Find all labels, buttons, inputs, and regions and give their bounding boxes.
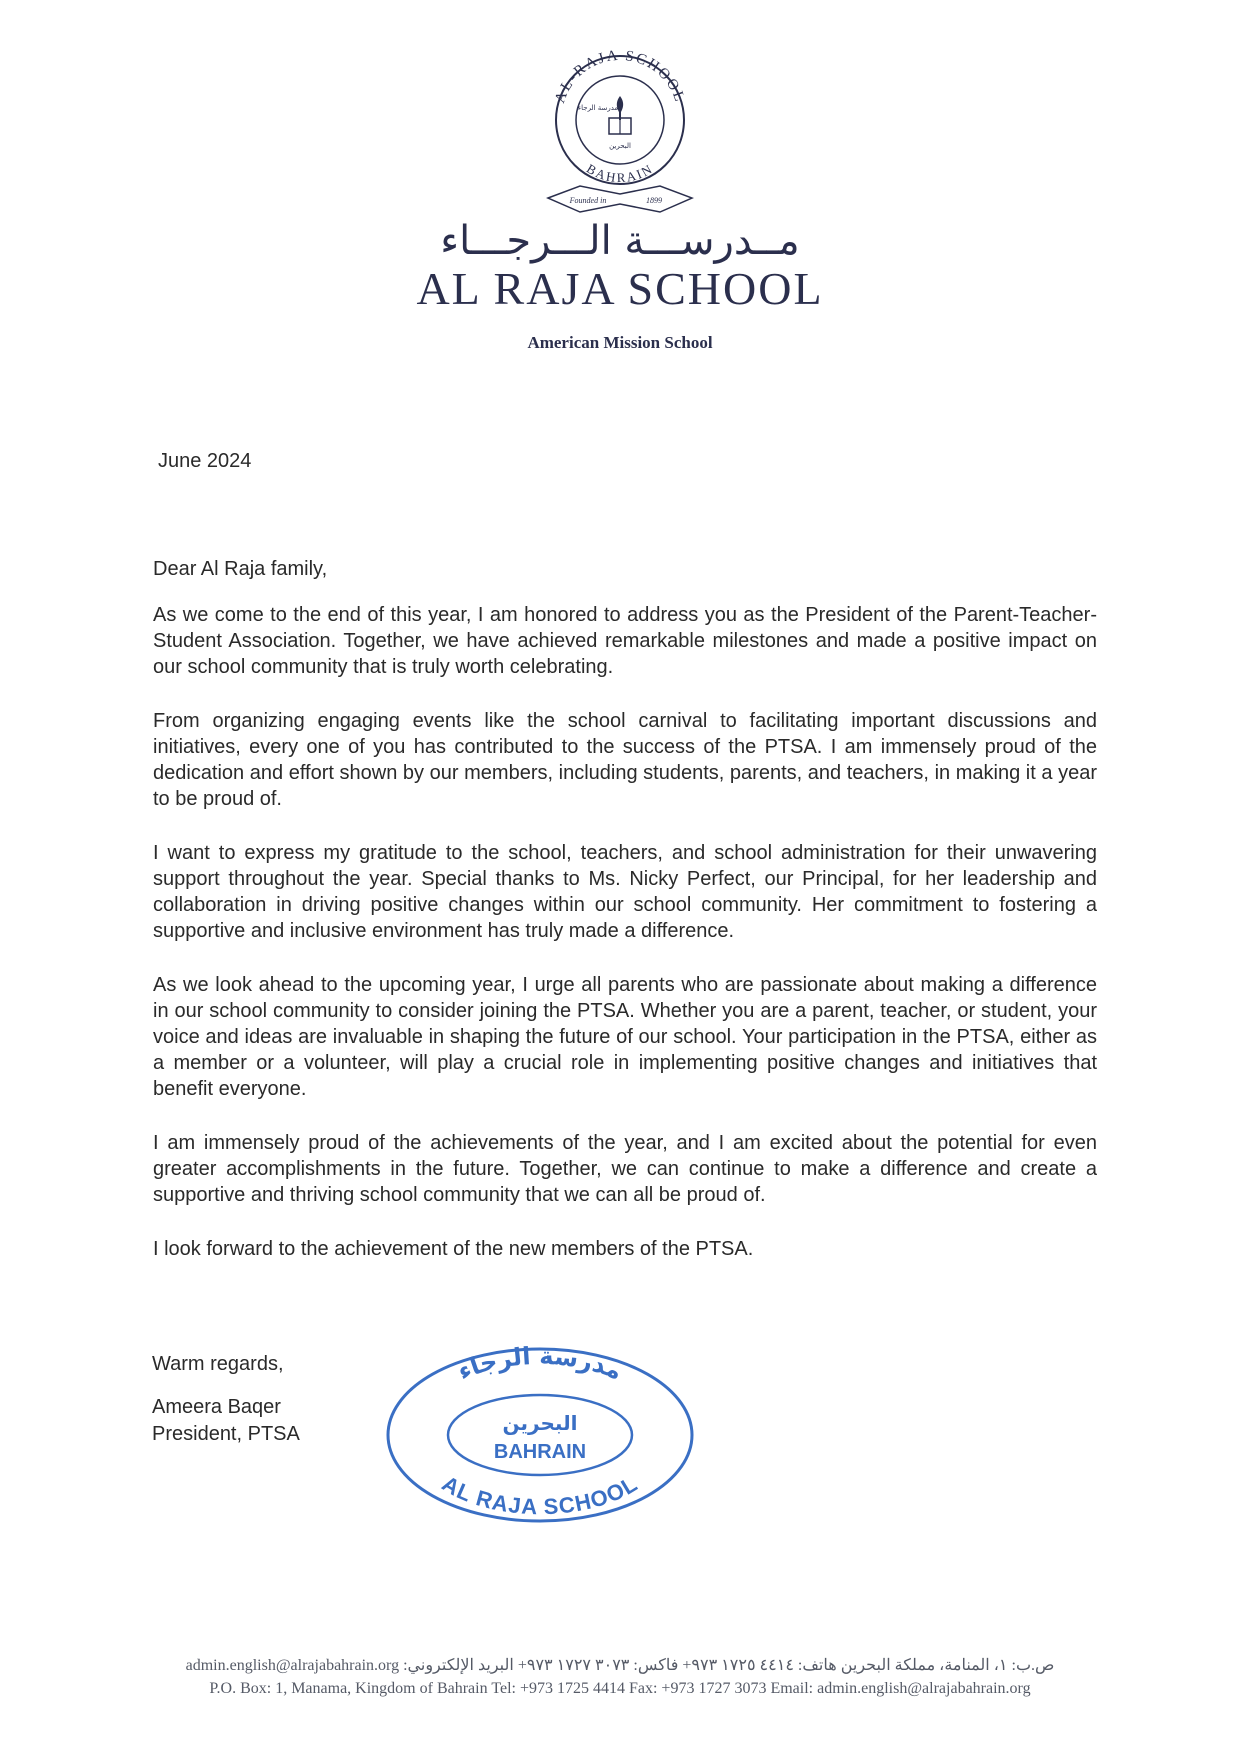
letter-paragraph-3: I want to express my gratitude to the school, teachers, and school administration for their unwavering support throughout the year. Special thanks to Ms. Nicky Perfect, our Principal, for her leadership and collaboration in driving positive changes within our school community. Her commitment to fostering a supportive and inclusive environment has truly made a difference. — [153, 842, 1097, 942]
letter-closing — [152, 1351, 300, 1448]
crest-ribbon-right: 1899 — [646, 196, 662, 205]
crest-ring-bottom-text: BAHRAIN — [584, 160, 656, 186]
school-stamp — [380, 1340, 700, 1530]
footer-english-contact: P.O. Box: 1, Manama, Kingdom of Bahrain Tel: +973 1725 4414 Fax: +973 1727 3073 Email: admin.english@alrajabahrain.org — [209, 1680, 1031, 1697]
school-name: AL RAJA SCHOOL — [416, 263, 824, 314]
svg-text:مدرسة الرجاء — [453, 1342, 626, 1386]
school-subtitle: American Mission School — [527, 333, 713, 352]
school-crest-logo — [540, 48, 700, 223]
letter-paragraph-5: I am immensely proud of the achievements of the year, and I am excited about the potential for even greater accomplishments in the future. Together, we can continue to make a difference and create a supportive and thriving school community that we can all be proud of. — [153, 1132, 1097, 1206]
letter-paragraph-6: I look forward to the achievement of the new members of the PTSA. — [153, 1238, 754, 1260]
stamp-middle-arabic: البحرين — [502, 1411, 578, 1435]
stamp-bottom-english: AL RAJA SCHOOL — [437, 1470, 643, 1520]
stamp-middle-english: BAHRAIN — [493, 1441, 587, 1463]
letter-paragraph-4: As we look ahead to the upcoming year, I urge all parents who are passionate about making a difference in our school community to consider joining the PTSA. Whether you are a parent, teacher, or student, your voice and ideas are invaluable in shaping the future of our school. Your participation in the PTSA, either as a member or a volunteer, will play a crucial role in implementing positive changes and initiatives that benefit everyone. — [153, 974, 1097, 1100]
closing-regards: Warm regards, — [152, 1353, 284, 1375]
letter-paragraph-1: As we come to the end of this year, I am honored to address you as the President of the Parent-Teacher-Student Association. Together, we have achieved remarkable milestones and made a positive impact on our school community that is truly worth celebrating. — [153, 604, 1097, 678]
crest-center-ar-1: مدرسة الرجاء — [577, 104, 619, 112]
letter-body — [153, 556, 1097, 1290]
school-arabic-name: مــدرســـة الـــرجـــاء — [440, 218, 800, 264]
crest-ring-top-text: AL-RAJA SCHOOL — [552, 48, 688, 106]
stamp-top-arabic: مدرسة الرجاء — [453, 1341, 627, 1386]
footer-arabic-contact: ص.ب: ١، المنامة، مملكة البحرين هاتف: ٤٤١٤ ١٧٢٥ ٩٧٣+ فاكس: ٣٠٧٣ ١٧٢٧ ٩٧٣+ البريد الإلكتروني: admin.english@alrajabahrain.org — [185, 1657, 1055, 1674]
letter-paragraph-2: From organizing engaging events like the school carnival to facilitating important discussions and initiatives, every one of you has contributed to the success of the PTSA. I am immensely proud of the dedication and effort shown by our members, including students, parents, and teachers, in making it a year to be proud of. — [153, 710, 1097, 810]
letter-date: June 2024 — [158, 450, 252, 472]
crest-ribbon-left: Founded in — [569, 196, 607, 205]
crest-center-ar-2: البحرين — [609, 142, 631, 150]
letter-salutation: Dear Al Raja family, — [153, 558, 328, 580]
signer-name: Ameera Baqer — [152, 1396, 281, 1418]
signer-title: President, PTSA — [152, 1423, 300, 1445]
